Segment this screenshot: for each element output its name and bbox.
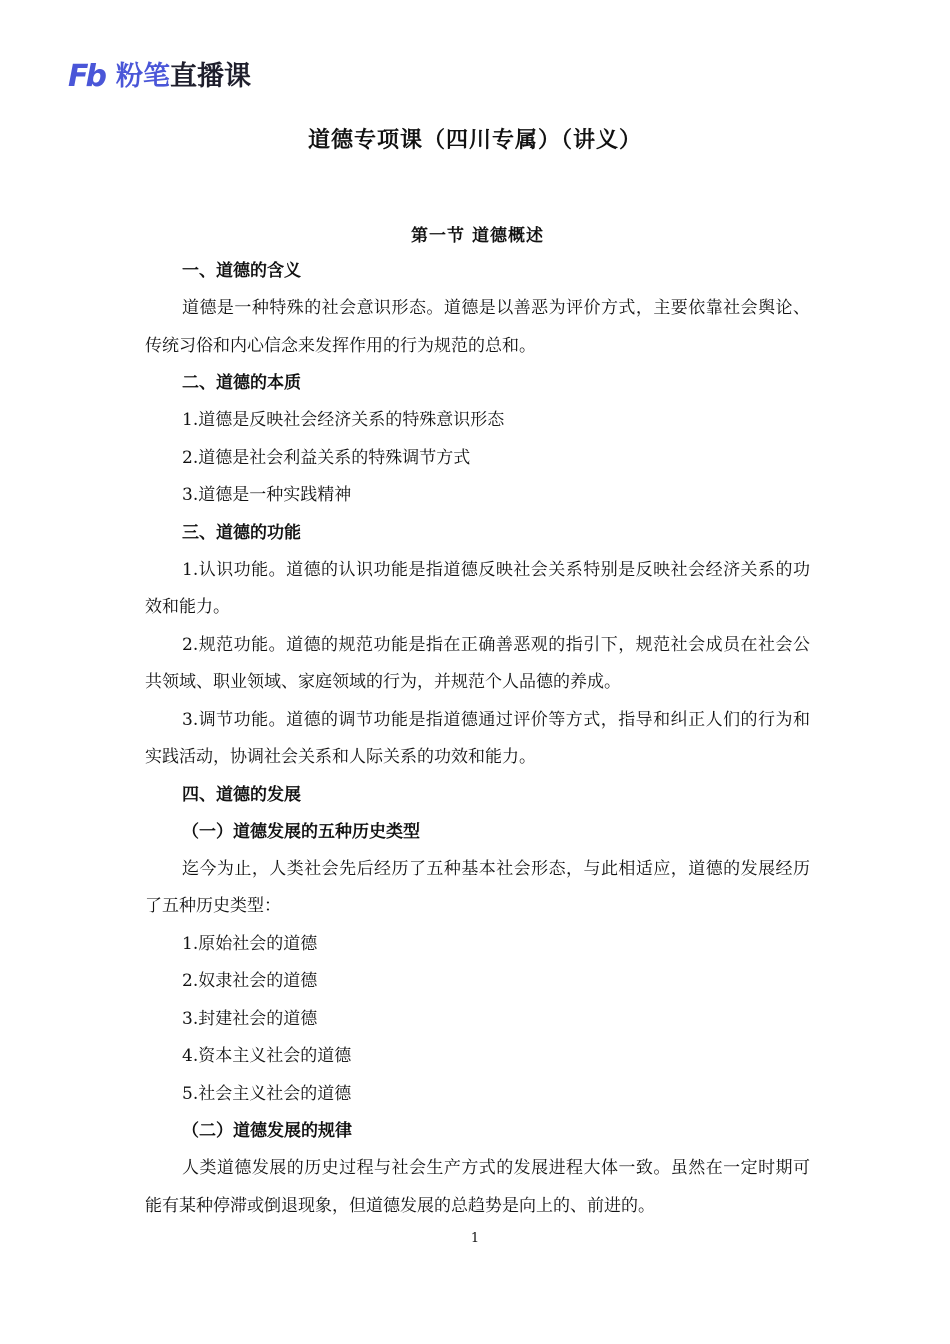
- logo-text: [116, 58, 251, 96]
- logo-brand: 粉笔: [115, 61, 170, 92]
- list-item: 2.道德是社会利益关系的特殊调节方式: [182, 447, 471, 468]
- paragraph-function: 1.认识功能。道德的认识功能是指道德反映社会关系特别是反映社会经济关系的功效和能力。: [145, 559, 810, 617]
- brand-logo: [68, 58, 251, 96]
- heading-development: 四、道德的发展: [182, 784, 301, 805]
- paragraph-function: 2.规范功能。道德的规范功能是指在正确善恶观的指引下，规范社会成员在社会公共领域、职业领域、家庭领域的行为，并规范个人品德的养成。: [145, 634, 810, 692]
- list-item: 4.资本主义社会的道德: [182, 1046, 352, 1066]
- heading-essence: 二、道德的本质: [182, 373, 301, 393]
- list-item: 1.原始社会的道德: [182, 933, 318, 954]
- subheading-law: （二）道德发展的规律: [182, 1121, 352, 1141]
- logo-icon: Fb: [68, 59, 104, 94]
- document-body: [145, 219, 810, 1225]
- heading-meaning: 一、道德的含义: [182, 261, 301, 281]
- list-item: 3.道德是一种实践精神: [182, 485, 352, 505]
- section-title: 第一节 道德概述: [411, 226, 544, 246]
- page-number: 1: [470, 1231, 480, 1246]
- paragraph-law: 人类道德发展的历史过程与社会生产方式的发展进程大体一致。虽然在一定时期可能有某种停滞或倒退现象，但道德发展的总趋势是向上的、前进的。: [145, 1158, 810, 1216]
- paragraph-meaning: 道德是一种特殊的社会意识形态。道德是以善恶为评价方式，主要依靠社会舆论、传统习俗和内心信念来发挥作用的行为规范的总和。: [145, 298, 810, 356]
- list-item: 5.社会主义社会的道德: [182, 1083, 352, 1104]
- heading-function: 三、道德的功能: [182, 522, 301, 543]
- list-item: 2.奴隶社会的道德: [182, 971, 318, 991]
- logo-product: 直播课: [169, 61, 251, 92]
- list-item: 3.封建社会的道德: [182, 1008, 318, 1029]
- paragraph-types: 迄今为止，人类社会先后经历了五种基本社会形态，与此相适应，道德的发展经历了五种历史类型：: [145, 858, 810, 916]
- subheading-types: （一）道德发展的五种历史类型: [182, 821, 420, 842]
- document-title: 道德专项课（四川专属）（讲义）: [307, 128, 642, 153]
- list-item: 1.道德是反映社会经济关系的特殊意识形态: [182, 410, 505, 430]
- paragraph-function: 3.调节功能。道德的调节功能是指道德通过评价等方式，指导和纠正人们的行为和实践活动，协调社会关系和人际关系的功效和能力。: [145, 709, 810, 767]
